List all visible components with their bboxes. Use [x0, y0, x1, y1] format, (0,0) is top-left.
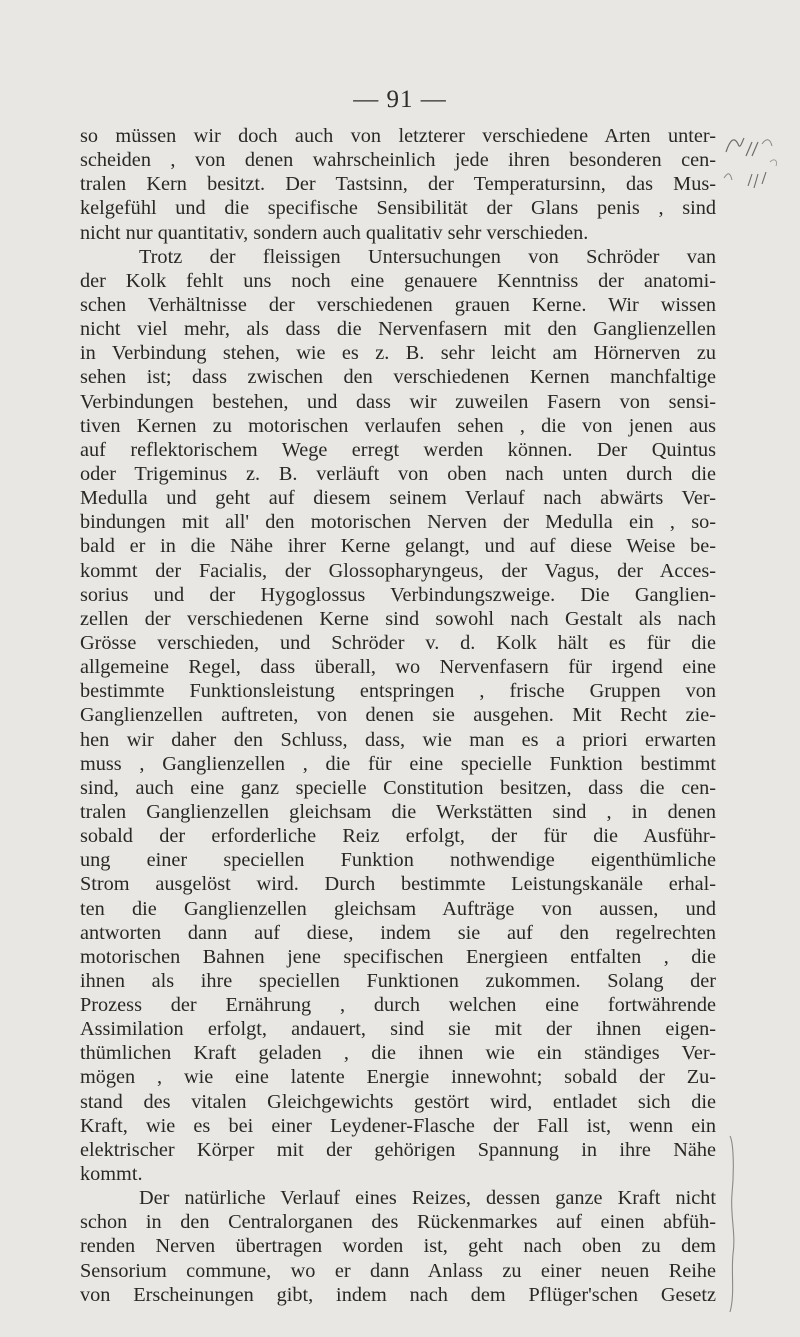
text-line: tralen Kern besitzt. Der Tastsinn, der Temperatursinn, das Mus- — [80, 173, 716, 196]
text-line: stand des vitalen Gleichgewichts gestört wird, entladet sich die — [80, 1090, 716, 1113]
text-line: mögen , wie eine latente Energie innewohnt; sobald der Zu- — [80, 1066, 716, 1089]
text-line: kelgefühl und die specifische Sensibilität der Glans penis , sind — [80, 197, 716, 220]
text-line: tiven Kernen zu motorischen verlaufen sehen , die von jenen aus — [80, 414, 716, 437]
paragraph-3 — [80, 1186, 716, 1307]
text-line: so müssen wir doch auch von letzterer verschiedene Arten unter- — [80, 125, 716, 147]
text-line: tralen Ganglienzellen gleichsam die Werkstätten sind , in denen — [80, 800, 716, 823]
text-line: Strom ausgelöst wird. Durch bestimmte Leistungskanäle erhal- — [80, 873, 716, 896]
text-line: oder Trigeminus z. B. verläuft von oben nach unten durch die — [80, 462, 716, 485]
text-line: Medulla und geht auf diesem seinem Verlauf nach abwärts Ver- — [80, 487, 716, 510]
page-number: — 91 — — [353, 86, 447, 113]
text-line: Grösse verschieden, und Schröder v. d. Kolk hält es für die — [80, 631, 716, 654]
text-line: renden Nerven übertragen worden ist, geht nach oben zu dem — [80, 1235, 716, 1258]
text-line: thümlichen Kraft geladen , die ihnen wie ein ständiges Ver- — [80, 1042, 716, 1065]
text-line: sehen ist; dass zwischen den verschiedenen Kernen manchfaltige — [80, 366, 716, 389]
text-line: kommt der Facialis, der Glossopharyngeus, der Vagus, der Acces- — [80, 559, 716, 582]
text-line: Verbindungen bestehen, und dass wir zuweilen Fasern von sensi- — [80, 390, 716, 413]
text-line: auf reflektorischem Wege erregt werden können. Der Quintus — [80, 438, 716, 461]
text-line: Ganglienzellen auftreten, von denen sie ausgehen. Mit Recht zie- — [80, 704, 716, 727]
text-line: bald er in die Nähe ihrer Kerne gelangt, und auf diese Weise be- — [80, 535, 716, 558]
text-line: sobald der erforderliche Reiz erfolgt, der für die Ausführ- — [80, 825, 716, 848]
text-line: zellen der verschiedenen Kerne sind sowohl nach Gestalt als nach — [80, 607, 716, 630]
text-line: sorius und der Hygoglossus Verbindungszweige. Die Ganglien- — [80, 583, 716, 606]
text-line: Sensorium commune, wo er dann Anlass zu einer neuen Reihe — [80, 1259, 716, 1282]
text-line: allgemeine Regel, dass überall, wo Nervenfasern für irgend eine — [80, 656, 716, 679]
text-line: nicht nur quantitativ, sondern auch qualitativ sehr verschieden. — [80, 221, 589, 244]
text-line: hen wir daher den Schluss, dass, wie man es a priori erwarten — [80, 728, 716, 751]
paragraph-2 — [80, 245, 716, 1186]
text-line: ten die Ganglienzellen gleichsam Aufträge von aussen, und — [80, 897, 716, 920]
text-line: Kraft, wie es bei einer Leydener-Flasche der Fall ist, wenn ein — [80, 1114, 716, 1137]
text-line: Der natürliche Verlauf eines Reizes, dessen ganze Kraft nicht — [139, 1187, 716, 1210]
text-line: kommt. — [80, 1163, 143, 1186]
margin-bracket — [728, 1134, 738, 1314]
paragraph-1 — [80, 124, 716, 245]
text-line: muss , Ganglienzellen , die für eine specielle Funktion bestimmt — [80, 752, 716, 775]
text-line: sind, auch eine ganz specielle Constitution besitzen, dass die cen- — [80, 776, 716, 799]
text-line: motorischen Bahnen jene specifischen Energieen entfalten , die — [80, 945, 716, 968]
body-text — [80, 124, 716, 1307]
pencil-margin-marks — [718, 122, 788, 232]
text-line: scheiden , von denen wahrscheinlich jede ihren besonderen cen- — [80, 149, 716, 172]
text-line: Prozess der Ernährung , durch welchen eine fortwährende — [80, 994, 716, 1017]
text-line: bestimmte Funktionsleistung entspringen , frische Gruppen von — [80, 680, 716, 703]
text-line: in Verbindung stehen, wie es z. B. sehr leicht am Hörnerven zu — [80, 342, 716, 365]
text-line: bindungen mit all' den motorischen Nerven der Medulla ein , so- — [80, 511, 716, 534]
text-line: ihnen als ihre speciellen Funktionen zukommen. Solang der — [80, 969, 716, 992]
text-line: schon in den Centralorganen des Rückenmarkes auf einen abfüh- — [80, 1211, 716, 1234]
text-line: nicht viel mehr, als dass die Nervenfasern mit den Ganglienzellen — [80, 318, 716, 341]
text-line: Trotz der fleissigen Untersuchungen von Schröder van — [139, 245, 716, 268]
text-line: der Kolk fehlt uns noch eine genauere Kenntniss der anatomi- — [80, 269, 716, 292]
text-line: ung einer speciellen Funktion nothwendige eigenthümliche — [80, 849, 716, 872]
text-line: Assimilation erfolgt, andauert, sind sie mit der ihnen eigen- — [80, 1018, 716, 1041]
text-line: antworten dann auf diese, indem sie auf den regelrechten — [80, 921, 716, 944]
text-line: von Erscheinungen gibt, indem nach dem Pflüger'schen Gesetz — [80, 1283, 716, 1306]
text-line: elektrischer Körper mit der gehörigen Spannung in ihre Nähe — [80, 1138, 716, 1161]
text-line: schen Verhältnisse der verschiedenen grauen Kerne. Wir wissen — [80, 293, 716, 316]
